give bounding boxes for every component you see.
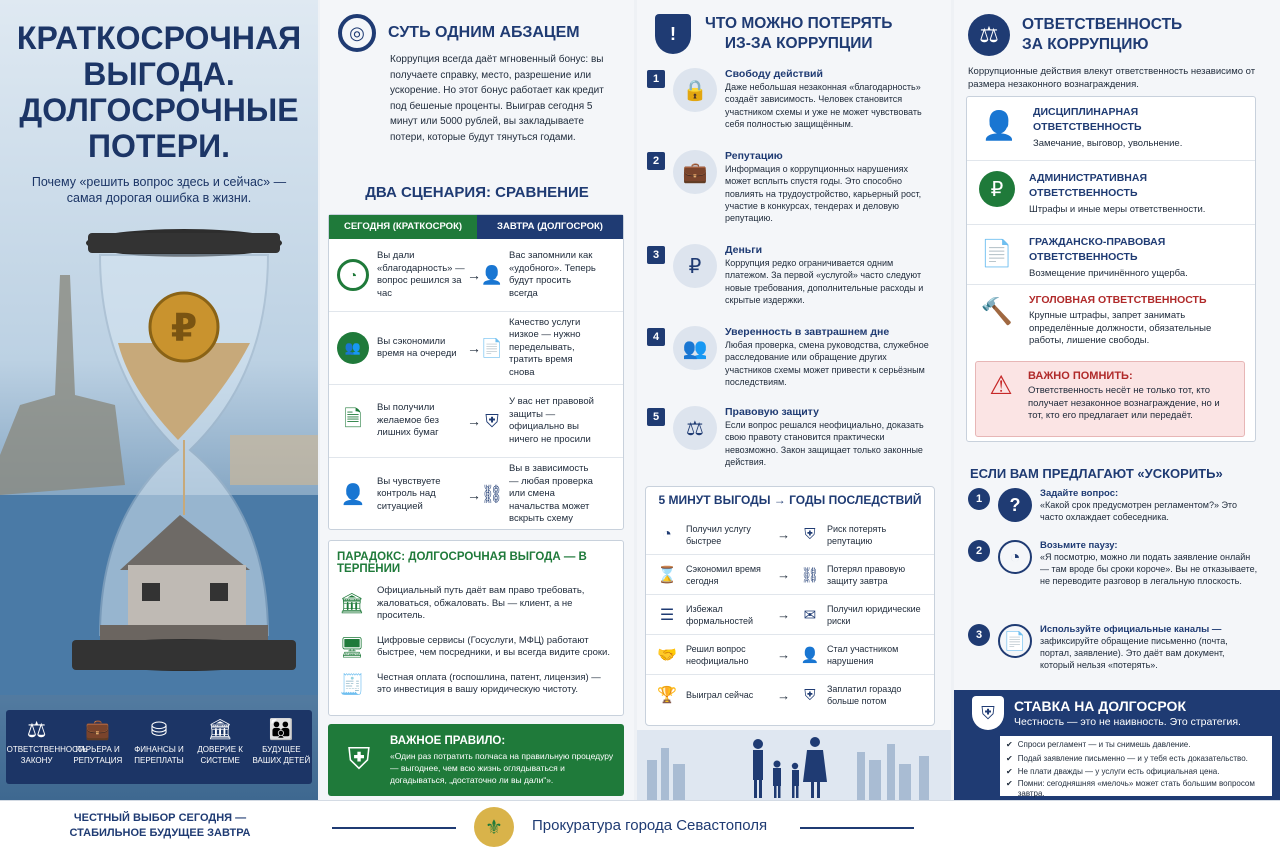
tomorrow-text: У вас нет правовой защиты — официально вы ничего не просили [509,396,594,445]
arrow-icon: → [777,647,791,662]
document-icon: 📄 [998,624,1032,658]
loss-item [647,68,941,130]
scenario-row [329,458,623,531]
family-skyline-illustration [637,730,951,800]
loss-text: Даже небольшая незаконная «благодарность» создаёт зависимость. Человек становится участником схемы и уже не может чувствовать себя полностью защищённым. [725,82,922,129]
ruble-icon: ₽ [673,244,717,288]
paradox-text: Цифровые сервисы (Госуслуги, МФЦ) работают быстрее, чем посредники, и вы всегда видите сроки. [377,634,611,658]
stake-item [1006,740,1266,751]
today-text: Вы дали «благодарность» — вопрос решился за час [377,250,465,299]
icon-strip-label: ОТВЕТСТВЕННОСТЬ ЗАКОНУ [6,745,88,765]
stake-text: Подай заявление письменно — и у тебя есть доказательство. [1017,753,1248,763]
document-icon: 📄 [980,237,1014,268]
tomorrow-text: Вас запомнили как «удобного». Теперь будут просить всегда [509,250,596,299]
rule-title: ВАЖНОЕ ПРАВИЛО: [390,734,506,747]
briefcase-icon: 💼 [85,719,111,741]
check-icon: ✔ [1006,767,1013,776]
five-consequence: Потерял правовую защиту завтра [826,563,906,586]
losses-column [637,0,951,800]
stake-title: СТАВКА НА ДОЛГОСРОК [1014,698,1186,714]
hero-title-line: ДОЛГОСРОЧНЫЕ [19,92,299,128]
offer-item-title: Используйте официальные каналы — [1040,624,1222,635]
offer-item [968,540,1264,587]
paradox-item [329,660,623,697]
five-minutes-box [645,486,935,726]
offer-number: 2 [968,540,990,562]
tomorrow-text: Качество услуги низкое — нужно переделывать, тратить время снова [509,316,581,378]
rule-box [328,724,624,796]
arrow-icon: → [467,486,481,503]
responsibility-item-title: УГОЛОВНАЯ ОТВЕТСТВЕННОСТЬ [1029,294,1207,306]
five-benefit: Получил услугу быстрее [686,523,751,546]
rule-text: «Один раз потратить полчаса на правильную процедуру — выгоднее, чем всю жизнь оглядываться и догадываться, „достаточно ли вы дали“». [390,750,614,785]
five-benefit: Избежал формальностей [686,603,754,626]
responsibility-item [967,97,1255,161]
scales-icon: ⚖ [968,14,1010,56]
icon-strip-item [129,716,189,784]
hero-column [0,0,318,800]
five-row [646,515,934,555]
loss-item [647,244,941,306]
arrow-icon: → [467,413,481,429]
responsibility-item-title: ГРАЖДАНСКО-ПРАВОВАЯ ОТВЕТСТВЕННОСТЬ [1029,236,1166,263]
important-text: Ответственность несёт не только тот, кто получает незаконное вознаграждение, но и тот, кто его предлагает или передаёт. [1028,385,1220,421]
offer-number: 1 [968,488,990,510]
losses-title-line: ЧТО МОЖНО ПОТЕРЯТЬ [705,15,893,32]
scales-icon: ⚖ [673,406,717,450]
briefcase-icon: 💼 [673,150,717,194]
hero-title-line: ПОТЕРИ. [87,128,230,164]
hero-title-line: ВЫГОДА. [83,56,235,92]
shield-x-icon: ⛨ [485,410,499,431]
hourglass-illustration [0,215,318,695]
offer-item [968,624,1264,671]
responsibility-item-text: Штрафы и иные меры ответственности. [1029,204,1206,215]
offer-item-title: Возьмите паузу: [1040,540,1118,551]
responsibility-title-line: ОТВЕТСТВЕННОСТЬ [1022,16,1183,33]
responsibility-item-title: АДМИНИСТРАТИВНАЯ ОТВЕТСТВЕННОСТЬ [1029,172,1148,199]
building-icon: 🏛 [339,593,365,616]
responsibility-item [967,285,1255,355]
icon-strip-item [6,716,88,784]
responsibility-header [968,14,1182,56]
essence-title: СУТЬ ОДНИМ АБЗАЦЕМ [388,24,580,41]
essence-text: Коррупция всегда даёт мгновенный бонус: вы получаете справку, место, разрешение или ускорение. Но этот бонус работает как кредит под бешеные проценты. Выиграв сегодня 5 минут или 5000 рублей, вы закладываете потери, которые будут тянуться годами. [390,54,604,143]
footer-line-right [800,827,914,829]
five-consequence: Риск потерять репутацию [826,523,887,546]
today-header: СЕГОДНЯ (КРАТКОСРОК) [329,215,477,239]
offer-title: ЕСЛИ ВАМ ПРЕДЛАГАЮТ «УСКОРИТЬ» [970,466,1223,481]
icon-strip-label: БУДУЩЕЕ ВАШИХ ДЕТЕЙ [252,745,311,765]
five-benefit: Сэкономил время сегодня [686,563,761,586]
responsibility-box [966,96,1256,442]
person-icon: 👤 [981,109,1017,141]
coins-icon: ⛁ [150,719,168,741]
shield-icon: ⛨ [972,696,1004,730]
icon-strip-item [190,716,250,784]
checklist-icon: ☰ [659,606,675,624]
stake-text: Не плати дважды — у услуги есть официальная цена. [1017,767,1220,776]
important-title: ВАЖНО ПОМНИТЬ: [1028,370,1133,382]
offer-item-title: Задайте вопрос: [1040,488,1119,499]
shield-x-icon: ⛨ [804,686,816,704]
offer-item-text: зафиксируйте обращение письменно (почта, портал, заявление). Это даёт вам документ, который нельзя «потерять». [1040,636,1228,670]
shield-check-icon: ⛨ [347,743,371,776]
hero-title-line: КРАТКОСРОЧНАЯ [16,20,302,56]
clock-icon: ◔ [337,259,369,291]
icon-strip [6,710,312,784]
loss-title: Репутацию [725,150,783,162]
monitor-icon: 🖥 [339,636,365,659]
offer-item-text: «Какой срок предусмотрен регламентом?» Это часто охлаждает собеседника. [1040,500,1237,522]
arrow-icon: → [777,607,791,622]
person-icon: 👤 [480,264,504,285]
paradox-item [329,623,623,660]
icon-strip-item [251,716,311,784]
scenario-title: ДВА СЦЕНАРИЯ: СРАВНЕНИЕ [365,184,589,201]
responsibility-title-line: ЗА КОРРУПЦИЮ [1022,36,1149,53]
scenario-table [328,214,624,530]
paradox-item [329,575,623,623]
paradox-title: ПАРАДОКС: ДОЛГОСРОЧНАЯ ВЫГОДА — В ТЕРПЕНИИ [337,551,587,575]
footer [0,800,1280,853]
stake-text: Спроси регламент — и ты снимешь давление. [1017,740,1191,749]
stake-box [954,690,1280,800]
scenario-row [329,385,623,458]
loss-title: Правовую защиту [725,406,819,418]
loss-number: 2 [647,152,665,170]
warning-icon: ⚠ [989,369,1013,400]
loss-number: 3 [647,246,665,264]
clock-icon: ◔ [662,525,672,543]
people-icon: 👥 [673,326,717,370]
trophy-icon: 🏆 [657,687,677,704]
check-icon: ✔ [1006,778,1013,788]
tomorrow-header: ЗАВТРА (ДОЛГОСРОК) [477,215,623,239]
offer-item [968,488,1264,524]
paradox-box [328,540,624,716]
five-list [646,515,934,715]
five-consequence: Получил юридические риски [826,603,921,626]
five-row [646,595,934,635]
stake-subtitle: Честность — это не наивность. Это стратегия. [1014,716,1241,728]
loss-number: 5 [647,408,665,426]
today-text: Вы получили желаемое без лишних бумаг [377,402,439,439]
target-icon: ◎ [338,14,376,52]
stake-item [1006,779,1266,800]
hero-subtitle: Почему «решить вопрос здесь и сейчас» — самая дорогая ошибка в жизни. [31,175,287,205]
receipt-icon: 🧾 [339,673,365,696]
paper-icon: 🗎 [344,406,362,431]
people-icon: 👥 [337,332,369,364]
responsibility-column [954,0,1280,800]
loss-item [647,150,941,224]
loss-item [647,406,941,468]
hourglass-icon: ⌛ [657,566,677,584]
icon-strip-label: КАРЬЕРА И РЕПУТАЦИЯ [73,745,123,765]
five-benefit: Выиграл сейчас [686,690,754,700]
responsibility-intro: Коррупционные действия влекут ответственность независимо от размера незаконного вознаграждения. [968,66,1256,90]
footer-line-left [332,827,456,829]
clock-icon: ◔ [998,540,1032,574]
loss-text: Коррупция редко ограничивается одним платежом. За первой «услугой» часто следуют новые требования, дополнительные расходы и скрытые издержки. [725,258,924,305]
today-text: Вы сэкономили время на очереди [377,335,457,359]
responsibility-item [967,161,1255,225]
loss-text: Если вопрос решался неофициально, доказать свою правоту становится практически невозможно. Закон защищает только законные действия. [725,420,924,467]
icon-strip-label: ДОВЕРИЕ К СИСТЕМЕ [197,745,243,765]
losses-title-line: ИЗ-ЗА КОРРУПЦИИ [724,35,873,52]
loss-title: Деньги [725,244,763,256]
paradox-text: Официальный путь даёт вам право требовать, жаловаться, обжаловать. Вы — клиент, а не проситель. [377,585,585,621]
stake-list [1000,736,1272,796]
handshake-icon: 🤝 [657,646,677,664]
loss-text: Информация о коррупционных нарушениях может всплыть спустя годы. Это способно повлиять на трудоустройство, карьерный рост, участие в конкурсах, тендерах и деловую репутацию. [725,164,922,224]
five-benefit: Решил вопрос неофициально [686,643,749,666]
chain-icon: ⛓ [800,566,820,584]
today-text: Вы чувствуете контроль над ситуацией [377,475,441,512]
five-consequence: Стал участником нарушения [826,643,899,666]
hero-title [0,20,318,164]
tomorrow-text: Вы в зависимость — любая проверка или смена начальства может вскрыть схему [509,463,593,525]
envelope-icon: ✉ [803,606,817,624]
offer-number: 3 [968,624,990,646]
responsibility-item-text: Замечание, выговор, увольнение. [1033,138,1183,149]
svg-text:₽: ₽ [170,306,198,350]
scales-icon: ⚖ [26,717,47,742]
check-icon: ✔ [1006,753,1013,763]
shield-check-icon: ⛨ [804,526,816,543]
offer-item-text: «Я посмотрю, можно ли подать заявление онлайн — там вроде бы сроки короче». Вы не отказываете, не переводите разговор в легальную плоскость. [1040,552,1258,586]
businessman-icon: 👤 [340,484,366,506]
loss-item [647,326,941,388]
loss-title: Свободу действий [725,68,823,80]
loss-number: 4 [647,328,665,346]
stake-text: Помни: сегодняшняя «мелочь» может стать большим вопросом завтра. [1017,778,1255,798]
prosecutor-emblem-icon: ⚜ [474,807,514,847]
footer-organization: Прокуратура города Севастополя [532,817,768,834]
icon-strip-label: ФИНАНСЫ И ПЕРЕПЛАТЫ [134,745,184,765]
lock-icon: 🔒 [673,68,717,112]
loss-number: 1 [647,70,665,88]
five-minutes-title: 5 МИНУТ ВЫГОДЫ → ГОДЫ ПОСЛЕДСТВИЙ [658,493,922,507]
scenario-row [329,312,623,385]
responsibility-item [967,225,1255,285]
arrow-icon: → [777,567,791,582]
losses-header [655,14,892,54]
stake-item [1006,754,1266,765]
building-icon: 🏛 [207,719,233,741]
responsibility-item-text: Возмещение причинённого ущерба. [1029,268,1188,279]
ruble-icon: ₽ [979,171,1015,207]
arrow-icon: → [777,687,791,703]
icon-strip-item [68,716,128,784]
scenario-table-header [329,215,623,239]
responsibility-item-title: ДИСЦИПЛИНАРНАЯ ОТВЕТСТВЕННОСТЬ [1033,106,1142,133]
important-box [975,361,1245,437]
person-icon: 👤 [800,646,820,664]
essence-header [338,14,580,52]
five-consequence: Заплатил гораздо больше потом [826,684,902,706]
arrow-icon: → [467,267,481,283]
stake-item [1006,767,1266,778]
five-row [646,635,934,675]
losses-title [705,14,892,54]
arrow-icon: → [467,340,481,356]
loss-title: Уверенность в завтрашнем дне [725,326,890,338]
scenario-row [329,239,623,312]
check-icon: ✔ [1006,740,1013,749]
paradox-text: Честная оплата (госпошлина, патент, лицензия) — это инвестиция в вашу юридическую чистоту. [377,671,601,695]
chain-icon: ⛓ [480,484,504,504]
document-icon: 📄 [480,337,504,358]
shield-alert-icon: ! [655,14,691,54]
arrow-icon: → [777,527,791,542]
question-icon: ? [998,488,1032,522]
responsibility-item-text: Крупные штрафы, запрет занимать определённые должности, обязательные работы, лишение свободы. [1029,310,1212,346]
gavel-icon: 🔨 [980,295,1014,326]
footer-slogan: ЧЕСТНЫЙ ВЫБОР СЕГОДНЯ — СТАБИЛЬНОЕ БУДУЩЕЕ ЗАВТРА [69,812,251,839]
loss-text: Любая проверка, смена руководства, служебное расследование или обращение других участников схемы может привести к серьёзным последствиям. [725,340,929,387]
responsibility-title [1022,15,1182,55]
family-icon: 👪 [268,719,294,741]
comparison-column [320,0,634,800]
five-row [646,675,934,715]
five-row [646,555,934,595]
